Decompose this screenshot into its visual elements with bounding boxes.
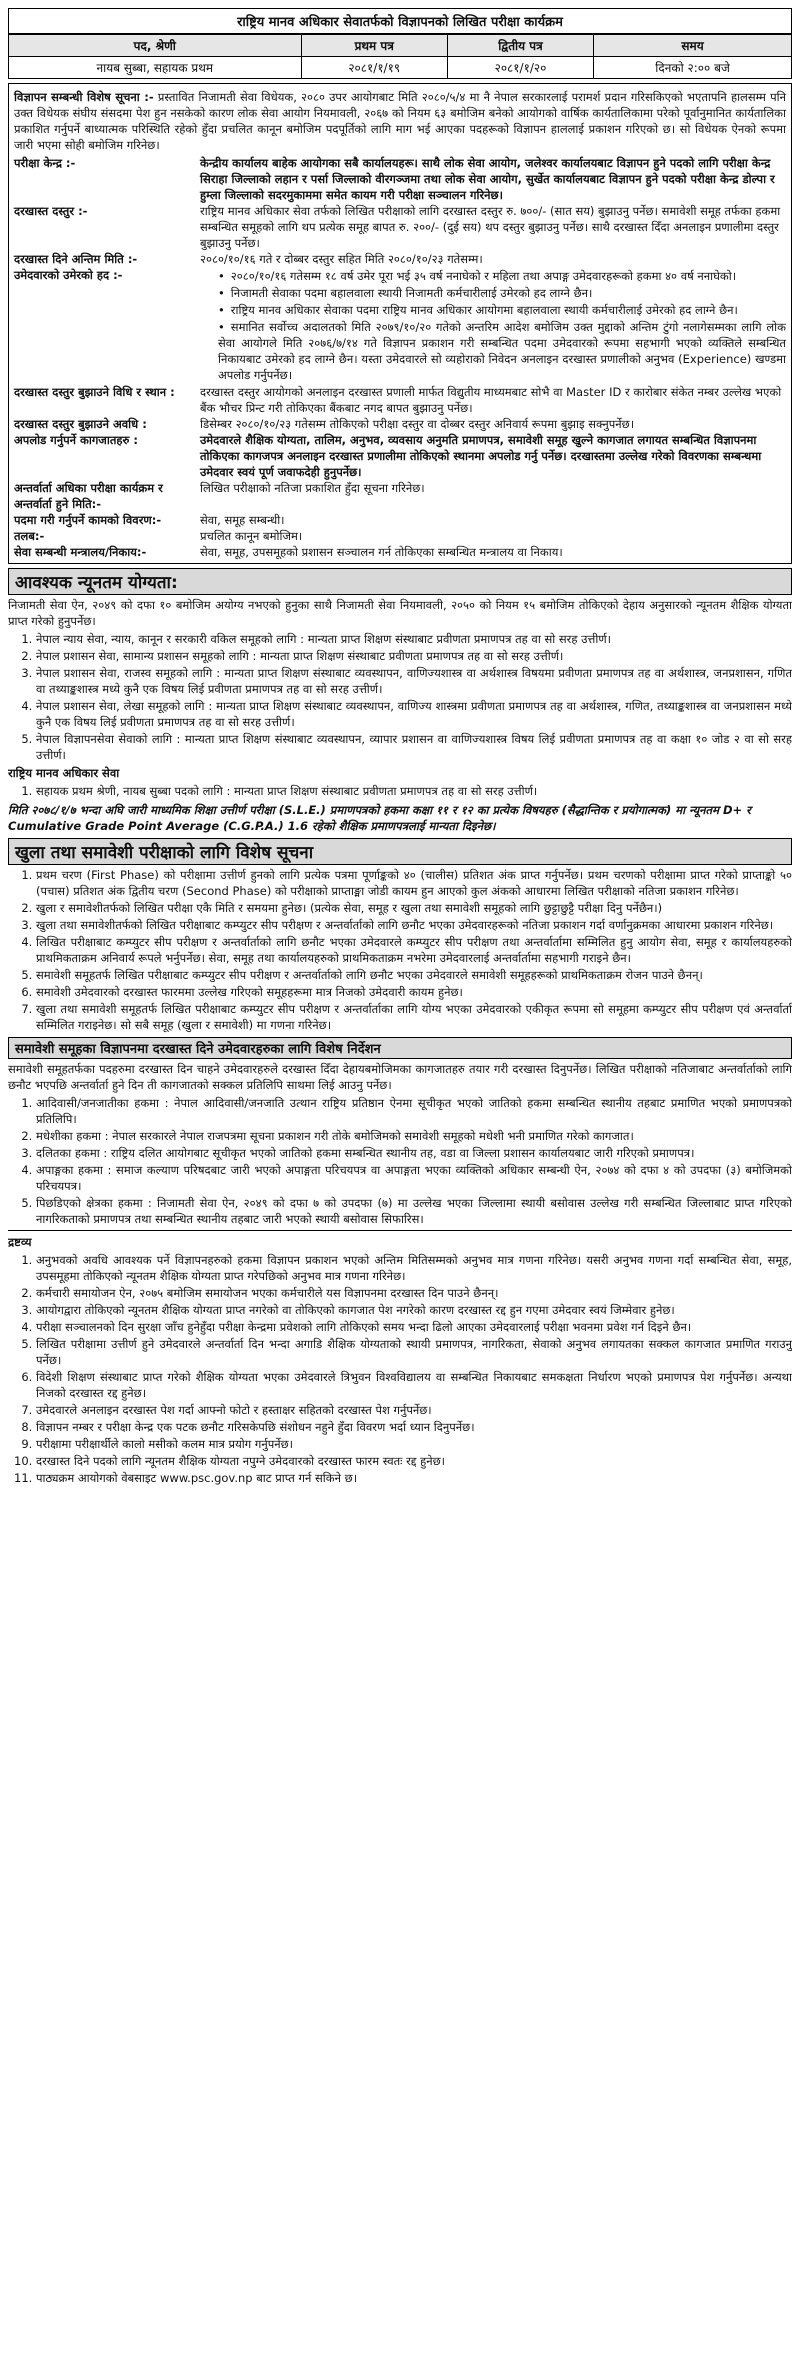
column-header: प्रथम पत्र [301,35,447,57]
list-item: 5. समावेशी समूहतर्फ लिखित परीक्षाबाट कम्प्युटर सीप परीक्षण र अन्तर्वार्ताको लागि छनौट भएका उमेदवारले समावेशी समूहहरूको प्राथमिकताक्रम रोजन पाउने छैनन्। [36,967,792,983]
qualification-note: मिति २०७८/१/७ भन्दा अघि जारी माध्यमिक शिक्षा उत्तीर्ण परीक्षा (S.L.E.) प्रमाणपत्रको हकमा कक्षा ११ र १२ का प्रत्येक विषयहरु (सैद्धान्तिक र प्रयोगात्मक) मा न्यूनतम D+ र Cumulative Grade Point Average (C.G.P.A.) 1.6 रहेको शैक्षिक प्रमाणपत्रलाई मान्यता दिइनेछ। [8,803,751,833]
list-item: 8. विज्ञापन नम्बर र परीक्षा केन्द्र एक पटक छनौट गरिसकेपछि संशोधन नहुने हुँदा विवरण भर्दा ध्यान दिनुपर्नेछ। [36,1419,792,1435]
notes-heading: द्रष्टव्य [8,1235,32,1249]
list-item: 3. नेपाल प्रशासन सेवा, राजस्व समूहको लागि : मान्यता प्राप्त शिक्षण संस्थाबाट व्यवस्थापन, वाणिज्यशास्त्र वा अर्थशास्त्र विषयमा प्रवीणता प्रमाणपत्र तह वा अर्थशास्त्र, जनप्रशासन, गणित वा तथ्याङ्कशास्त्र मध्ये कुनै एक विषय लिई प्रवीणता प्रमाणपत्र तह वा सो सरह उत्तीर्ण। [36,665,792,697]
ministry-row [14,544,786,560]
deadline-row [14,251,786,267]
list-item: 1. प्रथम चरण (First Phase) को परीक्षामा उत्तीर्ण हुनको लागि प्रत्येक पत्रमा पूर्णाङ्कको ४० (चालीस) प्रतिशत अंक प्राप्त गर्नुपर्नेछ। प्रथम चरणको परीक्षामा प्राप्त गरेको प्राप्ताङ्को ५० (पचास) प्रतिशत अंक द्वितीय चरण (Second Phase) को परीक्षाको प्राप्ताङ्मा जोडी कायम हुन आएको कुल अंकको आधारमा लिखित परीक्षाको नतिजा प्रकाशन गरिनेछ। [36,867,792,899]
list-item: 4. लिखित परीक्षाबाट कम्प्युटर सीप परीक्षण र अन्तर्वार्ताको लागि छनौट भएका उमेदवारले कम्प्युटर सीप परीक्षण तथा अन्तर्वार्तामा सम्मिलित हुनु आयोग सेवा, समूह र कार्यालयहरुको प्राथमिकताक्रम अनिवार्य रूपले भर्नुपर्नेछ। सेवा, समूह तथा कार्यालयहरुको प्राथमिकताक्रम नभरेमा उमेदवारलाई अन्तर्वार्तामा सहभागी गराइने छैन। [36,934,792,966]
list-item: 2. मधेशीका हकमा : नेपाल सरकारले नेपाल राजपत्रमा सूचना प्रकाशन गरी तोके बमोजिमको समावेशी समूहको मधेशी भनी प्रमाणित गरेको कागजात। [36,1128,792,1144]
salary-row [14,528,786,544]
work-text: सेवा, समूह सम्बन्धी। [200,513,285,527]
qualification-heading: आवश्यक न्यूनतम योग्यता: [8,568,792,595]
payment-row [14,384,786,416]
fee-row [14,203,786,251]
salary-text: प्रचलित कानून बमोजिम। [200,529,303,543]
upload-row [14,432,786,480]
list-item: 9. परीक्षामा परीक्षार्थीले कालो मसीको कलम मात्र प्रयोग गर्नुपर्नेछ। [36,1436,792,1452]
inclusive-notice-list [8,1095,792,1227]
upload-text: उमेदवारले शैक्षिक योग्यता, तालिम, अनुभव, व्यवसाय अनुमति प्रमाणपत्र, समावेशी समूह खुल्ने कागजात लगायत सम्बन्धित विज्ञापनमा तोकिएका कागजपत्र अनलाइन दरखास्त प्रणालीमा तोकिएको स्थानमा अपलोड गर्नु पर्नेछ। दरखास्तमा उल्लेख गरेको विवरणका सम्बन्धमा उमेदवार स्वयं पूर्ण जवाफदेही हुनुपर्नेछ। [200,433,762,479]
inclusive-notice-heading: समावेशी समूहका विज्ञापनमा दरखास्त दिने उमेदवारहरुका लागि विशेष निर्देशन [8,1037,792,1059]
list-item: 1. नेपाल न्याय सेवा, न्याय, कानून र सरकारी वकिल समूहको लागि : मान्यता प्राप्त शिक्षण संस्थाबाट प्रवीणता प्रमाणपत्र तह वा सो सरह उत्तीर्ण। [36,631,792,647]
age-list [200,268,786,383]
payment-label: दरखास्त दस्तुर बुझाउने विधि र स्थान : [14,385,175,399]
list-item: 6. समावेशी उमेदवारको दरखास्त फारममा उल्लेख गरिएको समूहहरूमा मात्र निजको उमेदवारी कायम हुनेछ। [36,984,792,1000]
list-item: 5. पिछडिएको क्षेत्रका हकमा : निजामती सेवा ऐन, २०४९ को दफा ७ को उपदफा (७) मा उल्लेख भएका जिल्लामा स्थायी बसोवास उल्लेख गरी सम्बन्धित जिल्लाबाट प्राप्त गरिएको नागरिकताको प्रमाणपत्र तथा सम्बन्धित स्थानीय तहबाट जारी भएको स्थायी बसोवास सिफारिस। [36,1195,792,1227]
inclusive-notice-intro: समावेशी समूहतर्फका पदहरुमा दरखास्त दिन चाहने उमेदवारहरुले दरखास्त दिँदा देहायबमोजिमका कागजातहरु तयार गरी दरखास्त दिनुपर्नेछ। लिखित परीक्षाको नतिजाबाट अन्तर्वार्ताको लागि छनौट भएपछि अन्तर्वार्ता हुने दिन ती कागजातको सक्कल प्रतिलिपि साथमा लिई आउनु पर्नेछ। [8,1062,792,1092]
nhrc-list [8,783,792,799]
table-cell: २०८१/१/१९ [301,57,447,79]
list-item: 4. नेपाल प्रशासन सेवा, लेखा समूहको लागि : मान्यता प्राप्त शिक्षण संस्थाबाट व्यवस्थापन, वाणिज्य शास्त्रमा प्रवीणता प्रमाणपत्र तह वा अर्थशास्त्र, गणित, तथ्याङ्कशास्त्र वा जनप्रशासन मध्ये कुनै एक विषय लिई प्रवीणता प्रमाणपत्र तह वा सो सरह उत्तीर्ण। [36,698,792,730]
list-item: 7. खुला तथा समावेशी समूहतर्फ लिखित परीक्षाबाट कम्प्युटर सीप परीक्षण र अन्तर्वार्ताका लागि योग्य भएका उमेदवारको एकीकृत रूपमा सो समूहमा कम्प्युटर सीप परीक्षण एवं अन्तर्वार्ता सम्मिलित गराइनेछ। सो सबै समूह (खुला र समावेशी) मा गणना गरिनेछ। [36,1001,792,1033]
special-notice-text: प्रस्तावित निजामती सेवा विधेयक, २०८० उपर आयोगबाट मिति २०८०/५/४ मा नै नेपाल सरकारलाई परामर्श प्रदान गरिसकिएको भएतापनि हालसम्म पनि उक्त विधेयक संघीय संसदमा पेश हुन नसकेको कारण लोक सेवा आयोग नियमावली, २०६७ को नियम ६३ बमोजिम बनेको आयोगको वार्षिक कार्यतालिकामा परेको पूर्वानुमानित कार्यतालिका प्रकाशित गर्नुपर्ने बाध्यात्मक परिस्थिति रहेको हुँदा प्रचलित कानून बमोजिम पदपूर्तिको लागि माग भई आएका पदहरूको विज्ञापन हाललाई प्रकाशन गरिएको छ। सो विधेयक ऐनको रूपमा जारी भएमा सोही बमोजिम गरिनेछ। [14,90,786,152]
list-item: 1. सहायक प्रथम श्रेणी, नायब सुब्बा पदको लागि : मान्यता प्राप्त शिक्षण संस्थाबाट प्रवीणता प्रमाणपत्र तह वा सो सरह उत्तीर्ण। [36,783,792,799]
interview-row [14,480,786,512]
upload-label: अपलोड गर्नुपर्ने कागजातहरु : [14,433,138,447]
list-item: 6. विदेशी शिक्षण संस्थाबाट प्राप्त गरेको शैक्षिक योग्यता भएका उमेदवारले त्रिभुवन विश्वविद्यालय वा सम्बन्धित निकायबाट समकक्षता निर्धारण भएको प्रमाणपत्र पेश गर्नुपर्नेछ। अन्यथा निजको दरखास्त रद्द हुनेछ। [36,1369,792,1401]
exam-schedule-table [8,34,792,79]
age-list-wrap [200,267,786,384]
notice-page [8,8,792,2353]
list-item: 5. लिखित परीक्षामा उत्तीर्ण हुने उमेदवारले अन्तर्वार्ता दिन भन्दा अगाडि शैक्षिक योग्यताको स्थायी प्रमाणपत्र, नागरिकता, सेवाको अनुभव लगायतका सक्कल कागजात प्रमाणित गराउनु पर्नेछ। [36,1336,792,1368]
work-row [14,512,786,528]
notes-list [8,1252,792,1486]
deadline-text: २०८०/१०/१६ गते र दोब्बर दस्तुर सहित मिति २०८०/१०/२३ गतेसम्म। [200,252,483,266]
table-header-row [9,35,792,57]
list-item: 2. नेपाल प्रशासन सेवा, सामान्य प्रशासन समूहको लागि : मान्यता प्राप्त शिक्षण संस्थाबाट प्रवीणता प्रमाणपत्र तह वा सो सरह उत्तीर्ण। [36,648,792,664]
list-item: 2. कर्मचारी समायोजन ऐन, २०७५ बमोजिम समायोजन भएका कर्मचारीले यस विज्ञापनमा दरखास्त दिन पाउने छैनन्। [36,1285,792,1301]
pay-deadline-label: दरखास्त दस्तुर बुझाउने अवधि : [14,417,147,431]
qualification-list [8,631,792,763]
list-item: 4. अपाङ्गका हकमा : समाज कल्याण परिषदबाट जारी भएको अपाङ्गता परिचयपत्र वा अपाङ्गता भएका व्यक्तिको अधिकार सम्बन्धी ऐन, २०७४ को दफा ४ को उपदफा (३) बमोजिमको परिचयपत्र। [36,1162,792,1194]
list-item: 7. उमेदवारले अनलाइन दरखास्त पेश गर्दा आफ्नो फोटो र हस्ताक्षर सहितको दरखास्त पेश गर्नुपर्नेछ। [36,1402,792,1418]
details-box [8,83,792,564]
special-notice-label: विज्ञापन सम्बन्धी विशेष सूचना :- [14,90,154,104]
list-item: 5. नेपाल विज्ञापनसेवा सेवाको लागि : मान्यता प्राप्त शिक्षण संस्थाबाट व्यवस्थापन, व्यापार प्रशासन वा वाणिज्यशास्त्र विषय लिई प्रवीणता प्रमाणपत्र तह वा कक्षा १० जोड २ वा सो सरह उत्तीर्ण। [36,731,792,763]
table-cell: २०८१/१/२० [447,57,593,79]
nhrc-heading: राष्ट्रिय मानव अधिकार सेवा [8,766,120,780]
open-notice-list [8,867,792,1033]
table-row [9,57,792,79]
list-item: • समानित सर्वोच्च अदालतको मिति २०७९/१०/२० गतेको अन्तरिम आदेश बमोजिम उक्त मुद्दाको अन्तिम टुंगो नलागेसम्मका लागि लोक सेवा आयोगले मिति २०७६/७/१४ गते विज्ञापन प्रकाशन गरी सम्बन्धित पदमा उमेदवारको रूपमा सहभागी भएको व्यक्तिले सम्बन्धित निकायबाट उमेरको हद लाग्ने छैन। यस्ता उमेदवारले सो व्यहोराको निवेदन अनलाइन दरखास्त प्रणालीको अनुभव (Experience) खण्डमा अपलोड गर्नुपर्नेछ। [218,319,786,383]
list-item: • निजामती सेवाका पदमा बहालवाला स्थायी निजामती कर्मचारीलाई उमेरको हद लाग्ने छैन। [218,285,786,301]
table-cell: दिनको २:०० बजे [594,57,792,79]
list-item: 3. दलितका हकमा : राष्ट्रिय दलित आयोगबाट सूचीकृत भएको जातिको हकमा सम्बन्धित स्थानीय तह, वडा वा जिल्ला प्रशासन कार्यालयबाट जारी गरिएको प्रमाणपत्र। [36,1145,792,1161]
list-item: • २०८०/१०/१६ गतेसम्म १८ वर्ष उमेर पूरा भई ३५ वर्ष ननाघेको र महिला तथा अपाङ्ग उमेदवारहरूको हकमा ४० वर्ष ननाघेको। [218,268,786,284]
qualification-intro: निजामती सेवा ऐन, २०४९ को दफा १० बमोजिम अयोग्य नभएको हुनुका साथै निजामती सेवा नियमावली, २०५० को नियम १५ बमोजिम तोकिएको देहाय अनुसारको न्यूनतम शैक्षिक योग्यता प्राप्त गरेको हुनुपर्नेछ। [8,598,792,628]
exam-schedule-title: राष्ट्रिय मानव अधिकार सेवातर्फको विज्ञापनको लिखित परीक्षा कार्यक्रम [8,8,792,34]
special-notice [14,89,786,153]
age-row [14,267,786,384]
exam-center-label: परीक्षा केन्द्र :- [14,156,76,170]
fee-text: राष्ट्रिय मानव अधिकार सेवा तर्फको लिखित परीक्षाको लागि दरखास्त दस्तुर रु. ७००/- (सात सय) बुझाउनु पर्नेछ। समावेशी समूह तर्फका हकमा सम्बन्धित समूहको लागि थप प्रत्येक समूह बापत रु. २००/- (दुई सय) थप दस्तुर बुझाउनु पर्नेछ। साथै दरखास्त दिँदा अनलाइन प्रणालीमा दस्तुर बुझाउनु पर्नेछ। [200,204,781,250]
column-header: पद, श्रेणी [9,35,302,57]
interview-label: अन्तर्वार्ता अधिका परीक्षा कार्यक्रम र अन्तर्वार्ता हुने मिति:- [14,481,163,511]
list-item: 3. खुला तथा समावेशीतर्फको लिखित परीक्षाबाट कम्प्युटर सीप परीक्षण र अन्तर्वार्ताको लागि छनौट भएका उमेदवारहरूको नतिजा प्रकाशन गर्दा वर्णानुक्रमका आधारमा प्रकाशन गरिनेछ। [36,917,792,933]
column-header: समय [594,35,792,57]
exam-center-row [14,155,786,203]
list-item: • राष्ट्रिय मानव अधिकार सेवाका पदमा राष्ट्रिय मानव अधिकार आयोगमा बहालवाला स्थायी कर्मचारीलाई उमेरको हद लाग्ने छैन। [218,302,786,318]
deadline-label: दरखास्त दिने अन्तिम मिति :- [14,252,138,266]
salary-label: तलब:- [14,529,45,543]
list-item: 1. आदिवासी/जनजातीका हकमा : नेपाल आदिवासी/जनजाति उत्थान राष्ट्रिय प्रतिष्ठान ऐनमा सूचीकृत भएको जातिको हकमा सम्बन्धित स्थानीय तहबाट प्रमाणित भएको प्रमाणपत्रको प्रतिलिपि। [36,1095,792,1127]
table-cell: नायब सुब्बा, सहायक प्रथम [9,57,302,79]
pay-deadline-text: डिसेम्बर २०८०/१०/२३ गतेसम्म तोकिएको परीक्षा दस्तुर वा दोब्बर दस्तुर अनिवार्य रूपमा बुझाइ सक्नुपर्नेछ। [200,417,635,431]
fee-label: दरखास्त दस्तुर :- [14,204,88,218]
list-item: 10. दरखास्त दिने पदको लागि न्यूनतम शैक्षिक योग्यता नपुग्ने उमेदवारको दरखास्त फारम स्वतः रद्द हुनेछ। [36,1453,792,1469]
column-header: द्वितीय पत्र [447,35,593,57]
payment-text: दरखास्त दस्तुर आयोगको अनलाइन दरखास्त प्रणाली मार्फत विद्युतीय माध्यमबाट सोभै वा Master ID र कारोबार संकेत नम्बर उल्लेख भएको बैंक भौचर प्रिन्ट गरी तोकिएका बैंकबाट नगद बापत बुझाउनु पर्नेछ। [200,385,782,415]
list-item: 1. अनुभवको अवधि आवश्यक पर्ने विज्ञापनहरुको हकमा विज्ञापन प्रकाशन भएको अन्तिम मितिसम्मको अनुभव मात्र गणना गरिनेछ। यसरी अनुभव गणना गर्दा सम्बन्धित सेवा, समूह, उपसमूहमा तोकिएको न्यूनतम शैक्षिक योग्यता प्राप्त गरेपछिको अनुभव मात्र गणना गरिनेछ। [36,1252,792,1284]
list-item: 11. पाठ्यक्रम आयोगको वेबसाइट www.psc.gov.np बाट प्राप्त गर्न सकिने छ। [36,1470,792,1486]
divider [8,1230,792,1231]
ministry-text: सेवा, समूह, उपसमूहको प्रशासन सञ्चालन गर्न तोकिएका सम्बन्धित मन्त्रालय वा निकाय। [200,545,563,559]
exam-center-text: केन्द्रीय कार्यालय बाहेक आयोगका सबै कार्यालयहरू। साथै लोक सेवा आयोग, जलेश्वर कार्यालयबाट विज्ञापन हुने पदको लागि परीक्षा केन्द्र सिराहा जिल्लाको लहान र पर्सा जिल्लाको वीरगञ्जमा तथा लोक सेवा आयोग, सुर्खेत कार्यालयबाट विज्ञापन हुने पदको परीक्षा केन्द्र डोल्पा र हुम्ला जिल्लाको सदरमुकाममा समेत कायम गरी परीक्षा सञ्चालन गरिनेछ। [200,156,775,202]
list-item: 2. खुला र समावेशीतर्फको लिखित परीक्षा एकै मिति र समयमा हुनेछ। (प्रत्येक सेवा, समूह र खुला तथा समावेशी समूहको लागि छुट्टाछुट्टै परीक्षा दिनु पर्नेछैन।) [36,900,792,916]
ministry-label: सेवा सम्बन्धी मन्त्रालय/निकाय:- [14,545,147,559]
pay-deadline-row [14,416,786,432]
list-item: 4. परीक्षा सञ्चालनको दिन सुरक्षा जाँच हुनेहुँदा परीक्षा केन्द्रमा प्रवेशको लागि तोकिएको समय भन्दा ढिलो आएका उमेदवारलाई परीक्षा भवनमा प्रवेश गर्न दिइने छैन। [36,1319,792,1335]
open-notice-heading: खुला तथा समावेशी परीक्षाको लागि विशेष सूचना [8,838,792,865]
age-label: उमेदवारको उमेरको हद :- [14,268,123,282]
list-item: 3. आयोगद्वारा तोकिएको न्यूनतम शैक्षिक योग्यता प्राप्त नगरेको वा तोकिएको कागजात पेश नगरेको कारण दरखास्त रद्द हुन गएमा उमेदवार स्वयं जिम्मेवार हुनेछ। [36,1302,792,1318]
interview-text: लिखित परीक्षाको नतिजा प्रकाशित हुँदा सूचना गरिनेछ। [200,481,425,495]
work-label: पदमा गरी गर्नुपर्ने कामको विवरण:- [14,513,162,527]
